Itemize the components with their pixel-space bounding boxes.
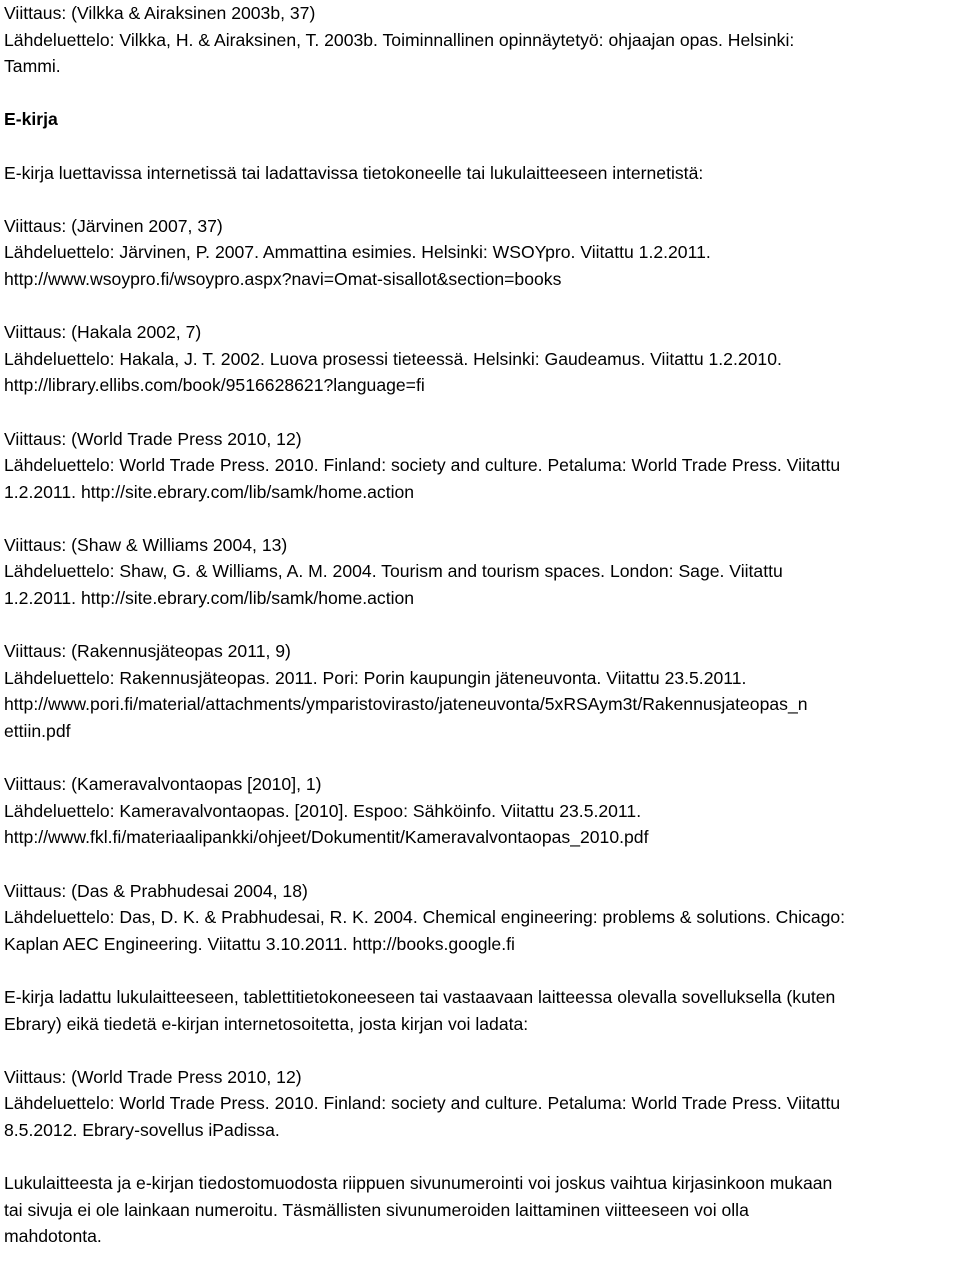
citation-das-viittaus: Viittaus: (Das & Prabhudesai 2004, 18) [4,880,308,901]
section-intro-device: E-kirja ladattu lukulaitteeseen, tablettitietokoneeseen tai vastaavaan laitteessa olevalla sovelluksella (kuten [4,986,836,1007]
citation-wtp2-viittaus: Viittaus: (World Trade Press 2010, 12) [4,1066,302,1087]
note-paragraph-line-1: Lukulaitteesta ja e-kirjan tiedostomuodosta riippuen sivunumerointi voi joskus vaihtua kirjasinkoon mukaan [4,1173,833,1194]
citation-vilkka-reference: Lähdeluettelo: Vilkka, H. & Airaksinen, T. 2003b. Toiminnallinen opinnäytetyö: ohjaajan opas. Helsinki: [4,29,795,50]
citation-wtp-viittaus: Viittaus: (World Trade Press 2010, 12) [4,428,302,449]
spacer [4,133,960,160]
citation-hakala-reference: Lähdeluettelo: Hakala, J. T. 2002. Luova prosessi tieteessä. Helsinki: Gaudeamus. Viitattu 1.2.2010. [4,348,782,369]
citation-wtp2-reference-cont: 8.5.2012. Ebrary-sovellus iPadissa. [4,1119,280,1140]
citation-hakala-viittaus: Viittaus: (Hakala 2002, 7) [4,322,202,343]
section-heading-ekirja: E-kirja [4,109,58,130]
spacer [4,186,960,213]
note-paragraph-line-3: mahdotonta. [4,1226,102,1247]
spacer [4,1144,960,1171]
citation-shaw-reference: Lähdeluettelo: Shaw, G. & Williams, A. M. 2004. Tourism and tourism spaces. London: Sage. Viitattu [4,561,783,582]
citation-rakennus-url-cont: ettiin.pdf [4,721,71,742]
spacer [4,1037,960,1064]
citation-jarvinen-reference: Lähdeluettelo: Järvinen, P. 2007. Ammattina esimies. Helsinki: WSOYpro. Viitattu 1.2.2011. [4,242,711,263]
citation-das-reference-cont: Kaplan AEC Engineering. Viitattu 3.10.2011. http://books.google.fi [4,933,515,954]
spacer [4,505,960,532]
spacer [4,80,960,107]
citation-rakennus-url: http://www.pori.fi/material/attachments/ymparistovirasto/jateneuvonta/5xRSAym3t/Rakennusjateopas_n [4,694,808,715]
citation-shaw-viittaus: Viittaus: (Shaw & Williams 2004, 13) [4,534,288,555]
spacer [4,957,960,984]
citation-vilkka-viittaus: Viittaus: (Vilkka & Airaksinen 2003b, 37) [4,3,316,23]
note-paragraph-line-2: tai sivuja ei ole lainkaan numeroitu. Täsmällisten sivunumeroiden laittaminen viitteeseen voi olla [4,1199,749,1220]
section-intro-device-cont: Ebrary) eikä tiedetä e-kirjan internetosoitetta, josta kirjan voi ladata: [4,1013,529,1034]
citation-kamera-reference: Lähdeluettelo: Kameravalvontaopas. [2010]. Espoo: Sähköinfo. Viitattu 23.5.2011. [4,800,642,821]
section-intro-online: E-kirja luettavissa internetissä tai ladattavissa tietokoneelle tai lukulaitteeseen internetistä: [4,162,704,183]
citation-kamera-url: http://www.fkl.fi/materiaalipankki/ohjeet/Dokumentit/Kameravalvontaopas_2010.pdf [4,827,649,848]
citation-rakennus-viittaus: Viittaus: (Rakennusjäteopas 2011, 9) [4,641,291,662]
spacer [4,293,960,320]
citation-shaw-reference-cont: 1.2.2011. http://site.ebrary.com/lib/samk/home.action [4,588,415,609]
citation-wtp-reference-cont: 1.2.2011. http://site.ebrary.com/lib/samk/home.action [4,481,415,502]
citation-hakala-url: http://library.ellibs.com/book/9516628621?language=fi [4,375,425,396]
spacer [4,851,960,878]
spacer [4,745,960,772]
spacer [4,399,960,426]
citation-wtp2-reference: Lähdeluettelo: World Trade Press. 2010. Finland: society and culture. Petaluma: World Trade Press. Viitattu [4,1093,841,1114]
citation-kamera-viittaus: Viittaus: (Kameravalvontaopas [2010], 1) [4,774,322,795]
citation-rakennus-reference: Lähdeluettelo: Rakennusjäteopas. 2011. Pori: Porin kaupungin jäteneuvonta. Viitattu 23.5.2011. [4,667,747,688]
citation-jarvinen-viittaus: Viittaus: (Järvinen 2007, 37) [4,215,223,236]
citation-vilkka-reference-cont: Tammi. [4,56,61,77]
citation-jarvinen-url: http://www.wsoypro.fi/wsoypro.aspx?navi=Omat-sisallot&section=books [4,268,562,289]
spacer [4,612,960,639]
document-page [4,0,960,1250]
citation-wtp-reference: Lähdeluettelo: World Trade Press. 2010. Finland: society and culture. Petaluma: World Trade Press. Viitattu [4,455,841,476]
citation-das-reference: Lähdeluettelo: Das, D. K. & Prabhudesai, R. K. 2004. Chemical engineering: problems & solutions. Chicago: [4,907,846,928]
